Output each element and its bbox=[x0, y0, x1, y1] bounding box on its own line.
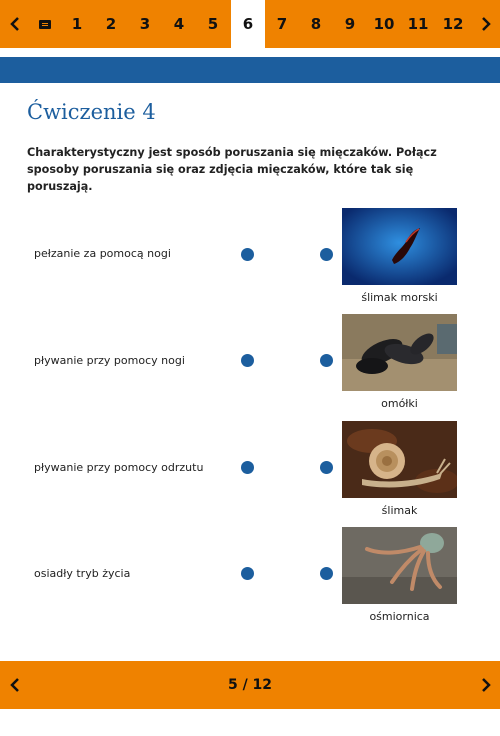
next-page-arrow[interactable] bbox=[471, 0, 500, 48]
sea-slug-photo bbox=[342, 208, 457, 285]
page-tab-11[interactable]: 11 bbox=[407, 15, 429, 33]
right-connector-dot[interactable] bbox=[320, 354, 333, 367]
left-connector-dot[interactable] bbox=[241, 461, 254, 474]
octopus-photo bbox=[342, 527, 457, 604]
page-tab-4[interactable]: 4 bbox=[173, 15, 185, 33]
page-navigation-bar bbox=[0, 0, 500, 48]
page-tab-12[interactable]: 12 bbox=[442, 15, 464, 33]
page-tab-9[interactable]: 9 bbox=[344, 15, 356, 33]
page-tab-6[interactable]: 6 bbox=[231, 0, 265, 48]
chevron-left-icon bbox=[9, 16, 21, 32]
keyboard-button[interactable] bbox=[30, 0, 60, 48]
left-connector-dot[interactable] bbox=[241, 248, 254, 261]
right-item-caption: ślimak bbox=[381, 504, 418, 517]
right-connector-dot[interactable] bbox=[320, 567, 333, 580]
right-connector-dot[interactable] bbox=[320, 461, 333, 474]
page-tab-3[interactable]: 3 bbox=[139, 15, 151, 33]
exercise-title: Ćwiczenie 4 bbox=[27, 100, 156, 124]
page-counter: 5 / 12 bbox=[227, 677, 273, 693]
left-item-label: pełzanie za pomocą nogi bbox=[34, 247, 171, 260]
keyboard-icon bbox=[39, 20, 51, 29]
page-tab-5[interactable]: 5 bbox=[207, 15, 219, 33]
page-tab-7[interactable]: 7 bbox=[276, 15, 288, 33]
left-connector-dot[interactable] bbox=[241, 354, 254, 367]
right-connector-dot[interactable] bbox=[320, 248, 333, 261]
chevron-right-icon bbox=[480, 16, 492, 32]
right-item-caption: omółki bbox=[381, 397, 418, 410]
page-tab-10[interactable]: 10 bbox=[373, 15, 395, 33]
mussels-photo bbox=[342, 314, 457, 391]
exercise-instruction: Charakterystyczny jest sposób poruszania się mięczaków. Połącz sposoby poruszania się oraz zdjęcia mięczaków, które tak się poruszają. bbox=[27, 146, 437, 193]
bottom-next-arrow[interactable] bbox=[471, 661, 500, 709]
left-item-label: osiadły tryb życia bbox=[34, 567, 131, 580]
chevron-right-icon bbox=[480, 677, 492, 693]
right-item-caption: ośmiornica bbox=[369, 610, 430, 623]
bottom-navigation-bar bbox=[0, 661, 500, 709]
header-band bbox=[0, 57, 500, 83]
left-item-label: pływanie przy pomocy odrzutu bbox=[34, 461, 204, 474]
page-tab-8[interactable]: 8 bbox=[310, 15, 322, 33]
snail-photo bbox=[342, 421, 457, 498]
prev-page-arrow[interactable] bbox=[0, 0, 30, 48]
right-item-caption: ślimak morski bbox=[361, 291, 438, 304]
page-tab-2[interactable]: 2 bbox=[105, 15, 117, 33]
left-item-label: pływanie przy pomocy nogi bbox=[34, 354, 185, 367]
page-tab-1[interactable]: 1 bbox=[71, 15, 83, 33]
left-connector-dot[interactable] bbox=[241, 567, 254, 580]
